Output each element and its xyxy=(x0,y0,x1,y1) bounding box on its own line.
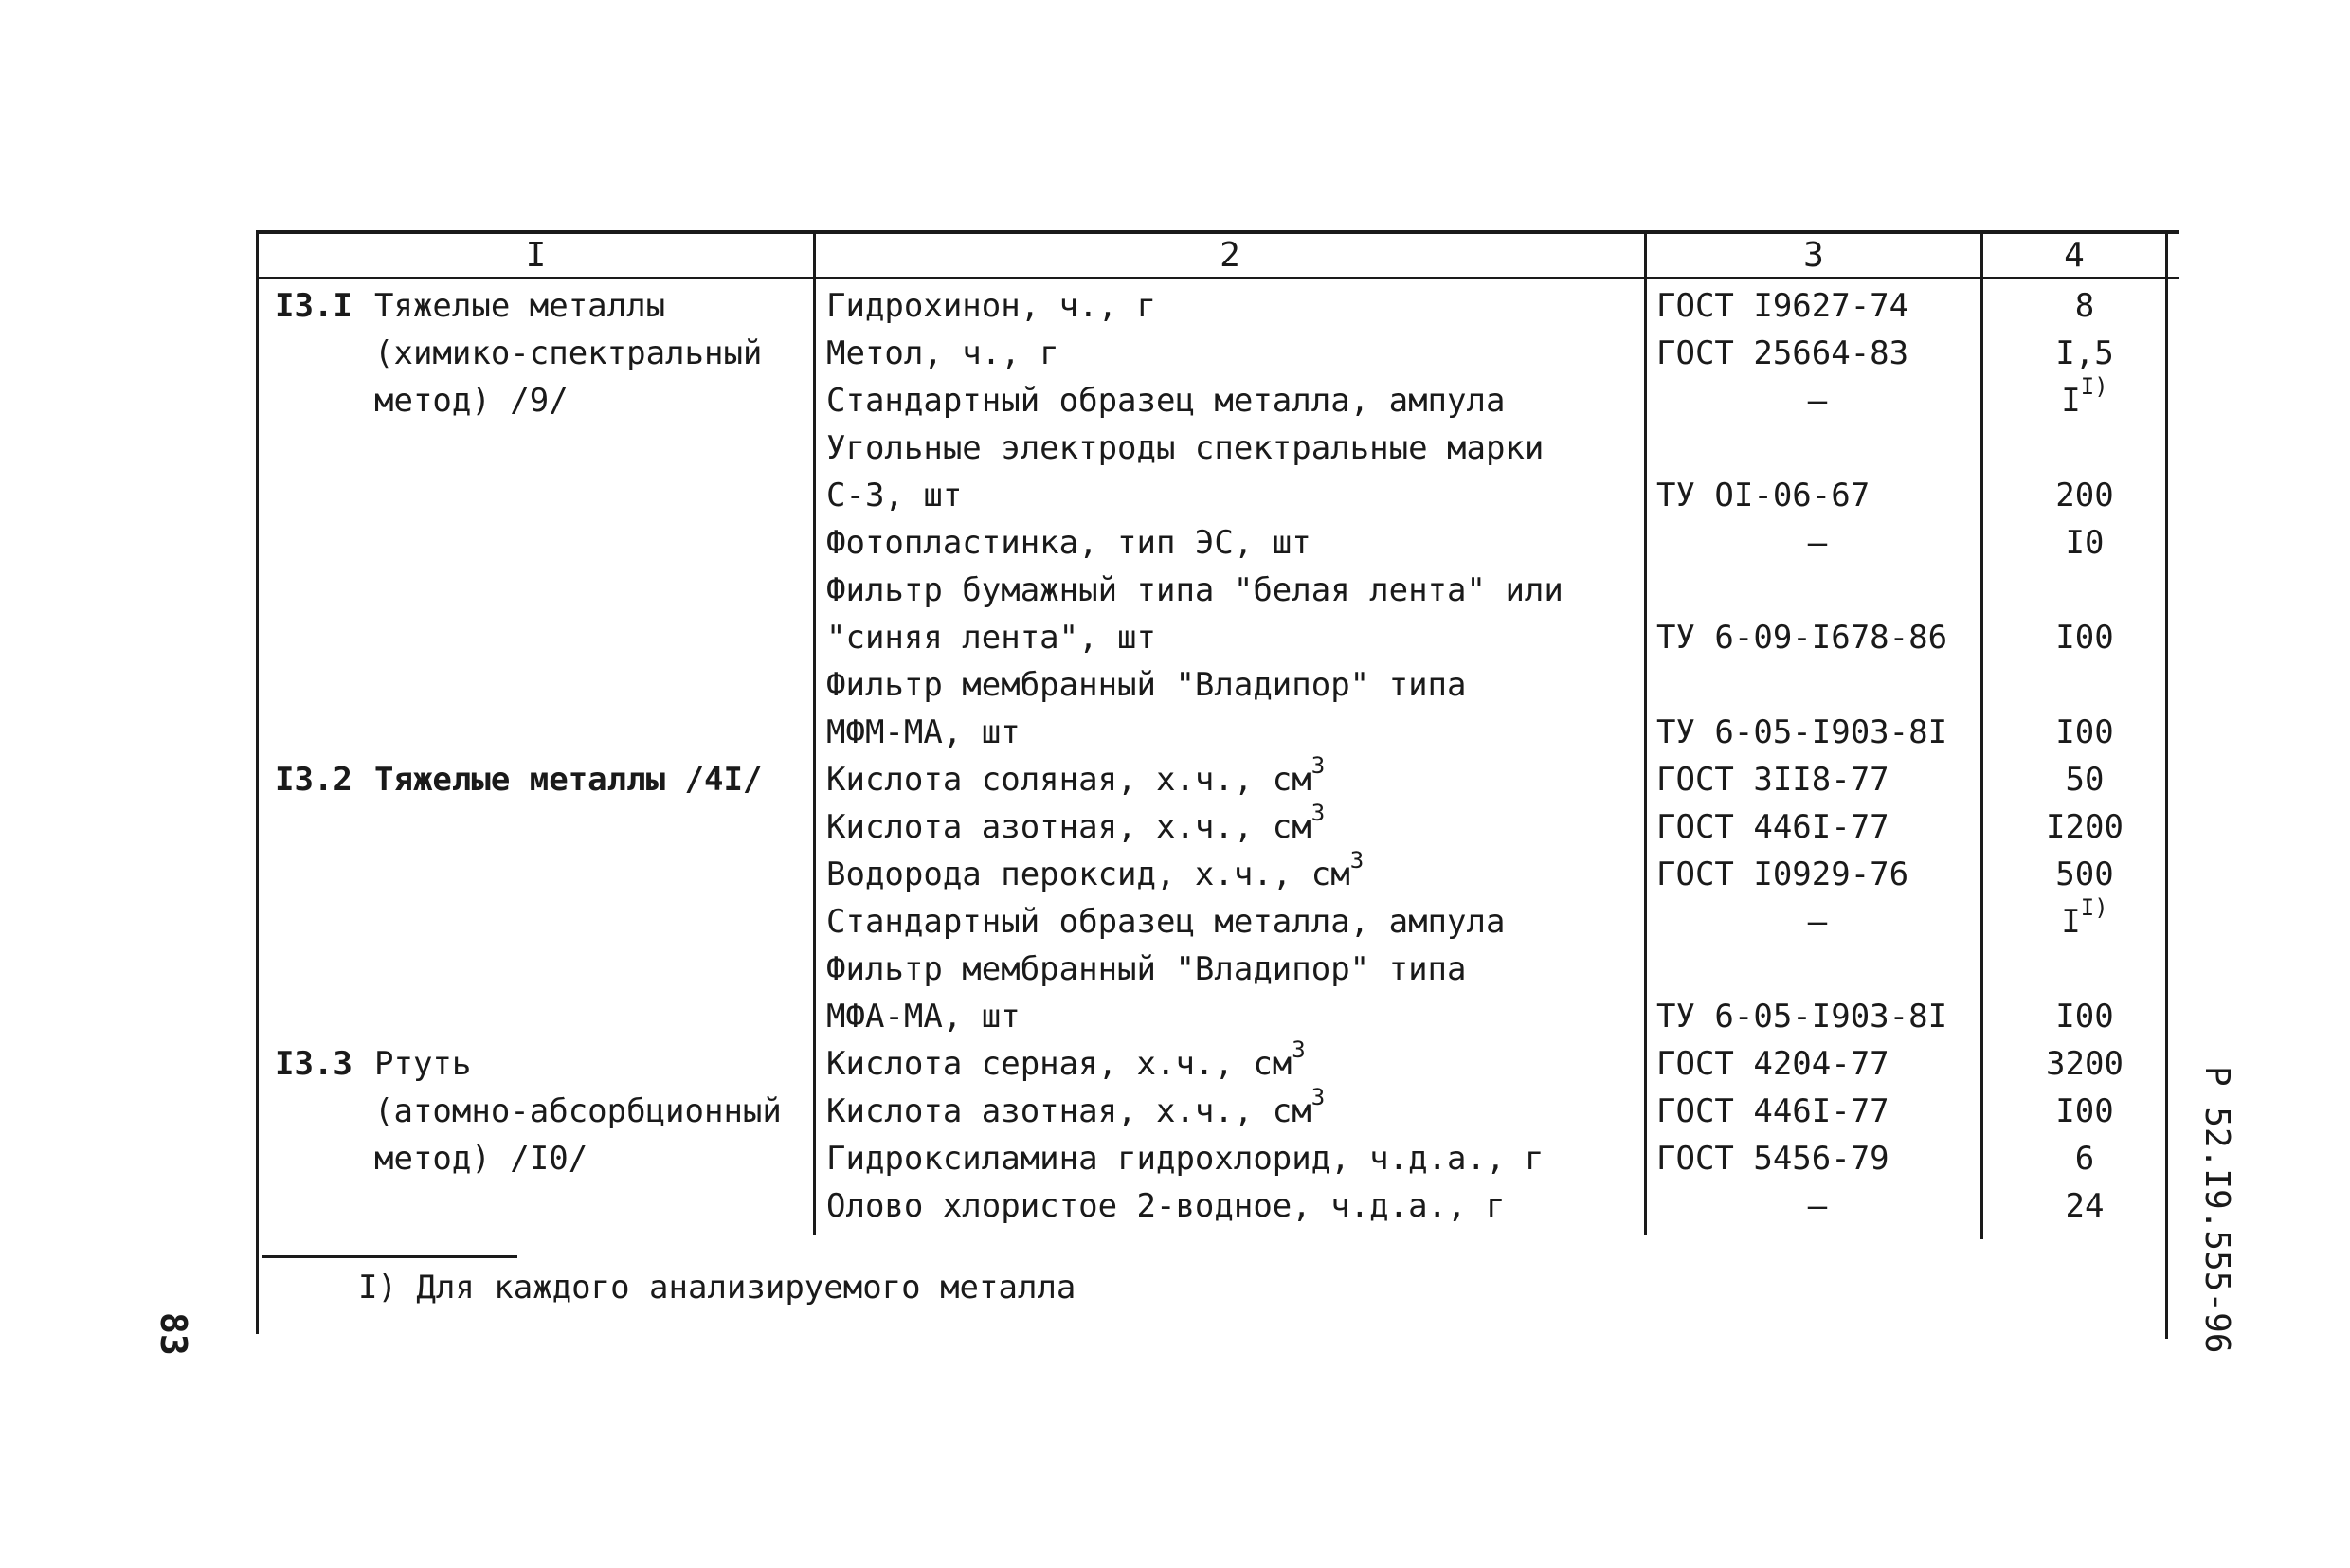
quantity-cell xyxy=(2009,614,2160,661)
table-row xyxy=(0,993,2350,1040)
standard-cell: ГОСТ 25664-83 xyxy=(1656,334,1909,372)
reagent-text: МФА-МА, шт xyxy=(826,998,1021,1036)
table-row xyxy=(0,567,2350,614)
indicator-name: (химико-спектральный xyxy=(374,334,763,372)
quantity-cell xyxy=(2009,372,2160,424)
standard-cell: – xyxy=(1807,903,1828,941)
item-number: I3.3 xyxy=(275,1045,352,1083)
quantity-value: I00 xyxy=(2055,1092,2114,1130)
standard-cell: – xyxy=(1807,524,1828,562)
table-header-separator xyxy=(256,277,2179,279)
quantity-cell xyxy=(2009,803,2160,851)
reagent-cell xyxy=(826,898,1641,946)
quantity-cell xyxy=(2009,893,2160,946)
quantity-value: I00 xyxy=(2055,619,2114,657)
quantity-cell xyxy=(2009,282,2160,330)
reagent-text: Фотопластинка, тип ЭС, шт xyxy=(826,524,1311,562)
standard-cell: ТУ 6-05-I903-8I xyxy=(1656,998,1948,1036)
reagent-text: Фильтр мембранный "Владипор" типа xyxy=(826,666,1467,704)
reagent-text: Водорода пероксид, х.ч., см xyxy=(826,856,1350,893)
quantity-value: 50 xyxy=(2065,761,2105,799)
reagent-cell xyxy=(826,519,1641,567)
table-row xyxy=(0,751,2350,803)
quantity-cell xyxy=(2009,1040,2160,1088)
reagent-cell xyxy=(826,751,1641,803)
quantity-cell xyxy=(2009,709,2160,756)
reagent-cell xyxy=(826,330,1641,377)
unit-superscript: 3 xyxy=(1311,799,1326,826)
quantity-cell xyxy=(2009,1182,2160,1230)
quantity-value: I0 xyxy=(2065,524,2105,562)
table-row xyxy=(0,424,2350,472)
reagent-text: Угольные электроды спектральные марки xyxy=(826,429,1545,467)
quantity-value: 24 xyxy=(2065,1187,2105,1225)
reagent-cell xyxy=(826,424,1641,472)
reagent-text: МФМ-МА, шт xyxy=(826,713,1021,751)
reagent-text: "синяя лента", шт xyxy=(826,619,1156,657)
reagent-cell xyxy=(826,993,1641,1040)
table-row xyxy=(0,614,2350,661)
reagent-cell xyxy=(826,946,1641,993)
table-row xyxy=(0,519,2350,567)
quantity-cell xyxy=(2009,1088,2160,1135)
quantity-value: I,5 xyxy=(2055,334,2114,372)
standard-cell: ГОСТ 4204-77 xyxy=(1656,1045,1889,1083)
reagent-text: Гидрохинон, ч., г xyxy=(826,287,1156,325)
standard-cell: – xyxy=(1807,382,1828,420)
table-row xyxy=(0,1083,2350,1135)
unit-superscript: 3 xyxy=(1349,846,1365,874)
reagent-cell xyxy=(826,1036,1641,1088)
quantity-value: 500 xyxy=(2055,856,2114,893)
reagent-cell xyxy=(826,377,1641,424)
item-number: I3.I xyxy=(275,287,352,325)
reagent-text: С-3, шт xyxy=(826,477,963,514)
table-row xyxy=(0,330,2350,377)
reagent-cell xyxy=(826,1135,1641,1182)
reagent-text: Метол, ч., г xyxy=(826,334,1059,372)
reagent-text: Стандартный образец металла, ампула xyxy=(826,382,1506,420)
quantity-value: 200 xyxy=(2055,477,2114,514)
quantity-cell xyxy=(2009,1135,2160,1182)
indicator-name: Тяжелые металлы /4I/ xyxy=(374,761,763,799)
table-row xyxy=(0,1036,2350,1088)
header-col-1: I xyxy=(525,236,547,275)
reagent-text: Кислота азотная, х.ч., см xyxy=(826,1092,1311,1130)
table-row xyxy=(0,1135,2350,1182)
header-col-2: 2 xyxy=(1220,236,1240,275)
quantity-value: I200 xyxy=(2046,808,2124,846)
reagent-text: Кислота азотная, х.ч., см xyxy=(826,808,1311,846)
table-row xyxy=(0,709,2350,756)
footnote-marker: I) xyxy=(2080,372,2108,400)
indicator-name: метод) /9/ xyxy=(374,382,569,420)
quantity-cell xyxy=(2009,472,2160,519)
reagent-cell xyxy=(826,282,1641,330)
table-row xyxy=(0,282,2350,330)
reagent-text: Олово хлористое 2-водное, ч.д.а., г xyxy=(826,1187,1506,1225)
table-row xyxy=(0,946,2350,993)
page-number: 83 xyxy=(153,1312,194,1356)
header-col-4: 4 xyxy=(2064,236,2085,275)
quantity-value: I xyxy=(2061,903,2081,941)
reagent-cell xyxy=(826,846,1641,898)
quantity-cell xyxy=(2009,756,2160,803)
standard-cell: – xyxy=(1807,1187,1828,1225)
document-number: Р 52.I9.555-96 xyxy=(2197,1066,2236,1354)
footnote-marker: I) xyxy=(2080,893,2108,921)
reagent-cell xyxy=(826,472,1641,519)
indicator-name: Ртуть xyxy=(374,1045,472,1083)
quantity-cell xyxy=(2009,330,2160,377)
footnote: I) Для каждого анализируемого металла xyxy=(358,1269,1076,1307)
table-row xyxy=(0,893,2350,946)
standard-cell: ТУ 6-05-I903-8I xyxy=(1656,713,1948,751)
reagent-cell xyxy=(826,614,1641,661)
quantity-value: I00 xyxy=(2055,998,2114,1036)
reagent-text: Гидроксиламина гидрохлорид, ч.д.а., г xyxy=(826,1140,1545,1178)
indicator-name: метод) /I0/ xyxy=(374,1140,588,1178)
header-col-3: 3 xyxy=(1803,236,1824,275)
unit-superscript: 3 xyxy=(1311,1083,1326,1110)
footnote-separator xyxy=(262,1255,517,1258)
quantity-value: 3200 xyxy=(2046,1045,2124,1083)
table-row xyxy=(0,372,2350,424)
reagent-text: Стандартный образец металла, ампула xyxy=(826,903,1506,941)
standard-cell: ТУ OI-06-67 xyxy=(1656,477,1871,514)
standard-cell: ГОСТ 446I-77 xyxy=(1656,1092,1889,1130)
reagent-cell xyxy=(826,1083,1641,1135)
quantity-value: I00 xyxy=(2055,713,2114,751)
reagent-text: Фильтр мембранный "Владипор" типа xyxy=(826,950,1467,988)
table-row xyxy=(0,846,2350,898)
item-number: I3.2 xyxy=(275,761,352,799)
standard-cell: ТУ 6-09-I678-86 xyxy=(1656,619,1948,657)
standard-cell: ГОСТ I9627-74 xyxy=(1656,287,1909,325)
unit-superscript: 3 xyxy=(1292,1036,1306,1063)
reagent-cell xyxy=(826,1182,1641,1230)
table-row xyxy=(0,799,2350,851)
indicator-name: (атомно-абсорбционный xyxy=(374,1092,782,1130)
quantity-cell xyxy=(2009,851,2160,898)
quantity-value: 6 xyxy=(2074,1140,2095,1178)
reagent-cell xyxy=(826,661,1641,709)
reagent-cell xyxy=(826,567,1641,614)
quantity-cell xyxy=(2009,993,2160,1040)
reagent-cell xyxy=(826,799,1641,851)
reagent-cell xyxy=(826,709,1641,756)
unit-superscript: 3 xyxy=(1311,751,1326,779)
standard-cell: ГОСТ I0929-76 xyxy=(1656,856,1909,893)
quantity-value: I xyxy=(2061,382,2081,420)
reagent-text: Кислота серная, х.ч., см xyxy=(826,1045,1292,1083)
standard-cell: ГОСТ 3II8-77 xyxy=(1656,761,1889,799)
reagent-text: Кислота соляная, х.ч., см xyxy=(826,761,1311,799)
table-top-border xyxy=(256,230,2179,234)
standard-cell: ГОСТ 446I-77 xyxy=(1656,808,1889,846)
reagent-text: Фильтр бумажный типа "белая лента" или xyxy=(826,571,1564,609)
indicator-name: Тяжелые металлы xyxy=(374,287,666,325)
table-row xyxy=(0,661,2350,709)
standard-cell: ГОСТ 5456-79 xyxy=(1656,1140,1889,1178)
quantity-value: 8 xyxy=(2074,287,2095,325)
table-row xyxy=(0,1182,2350,1230)
table-row xyxy=(0,472,2350,519)
quantity-cell xyxy=(2009,519,2160,567)
